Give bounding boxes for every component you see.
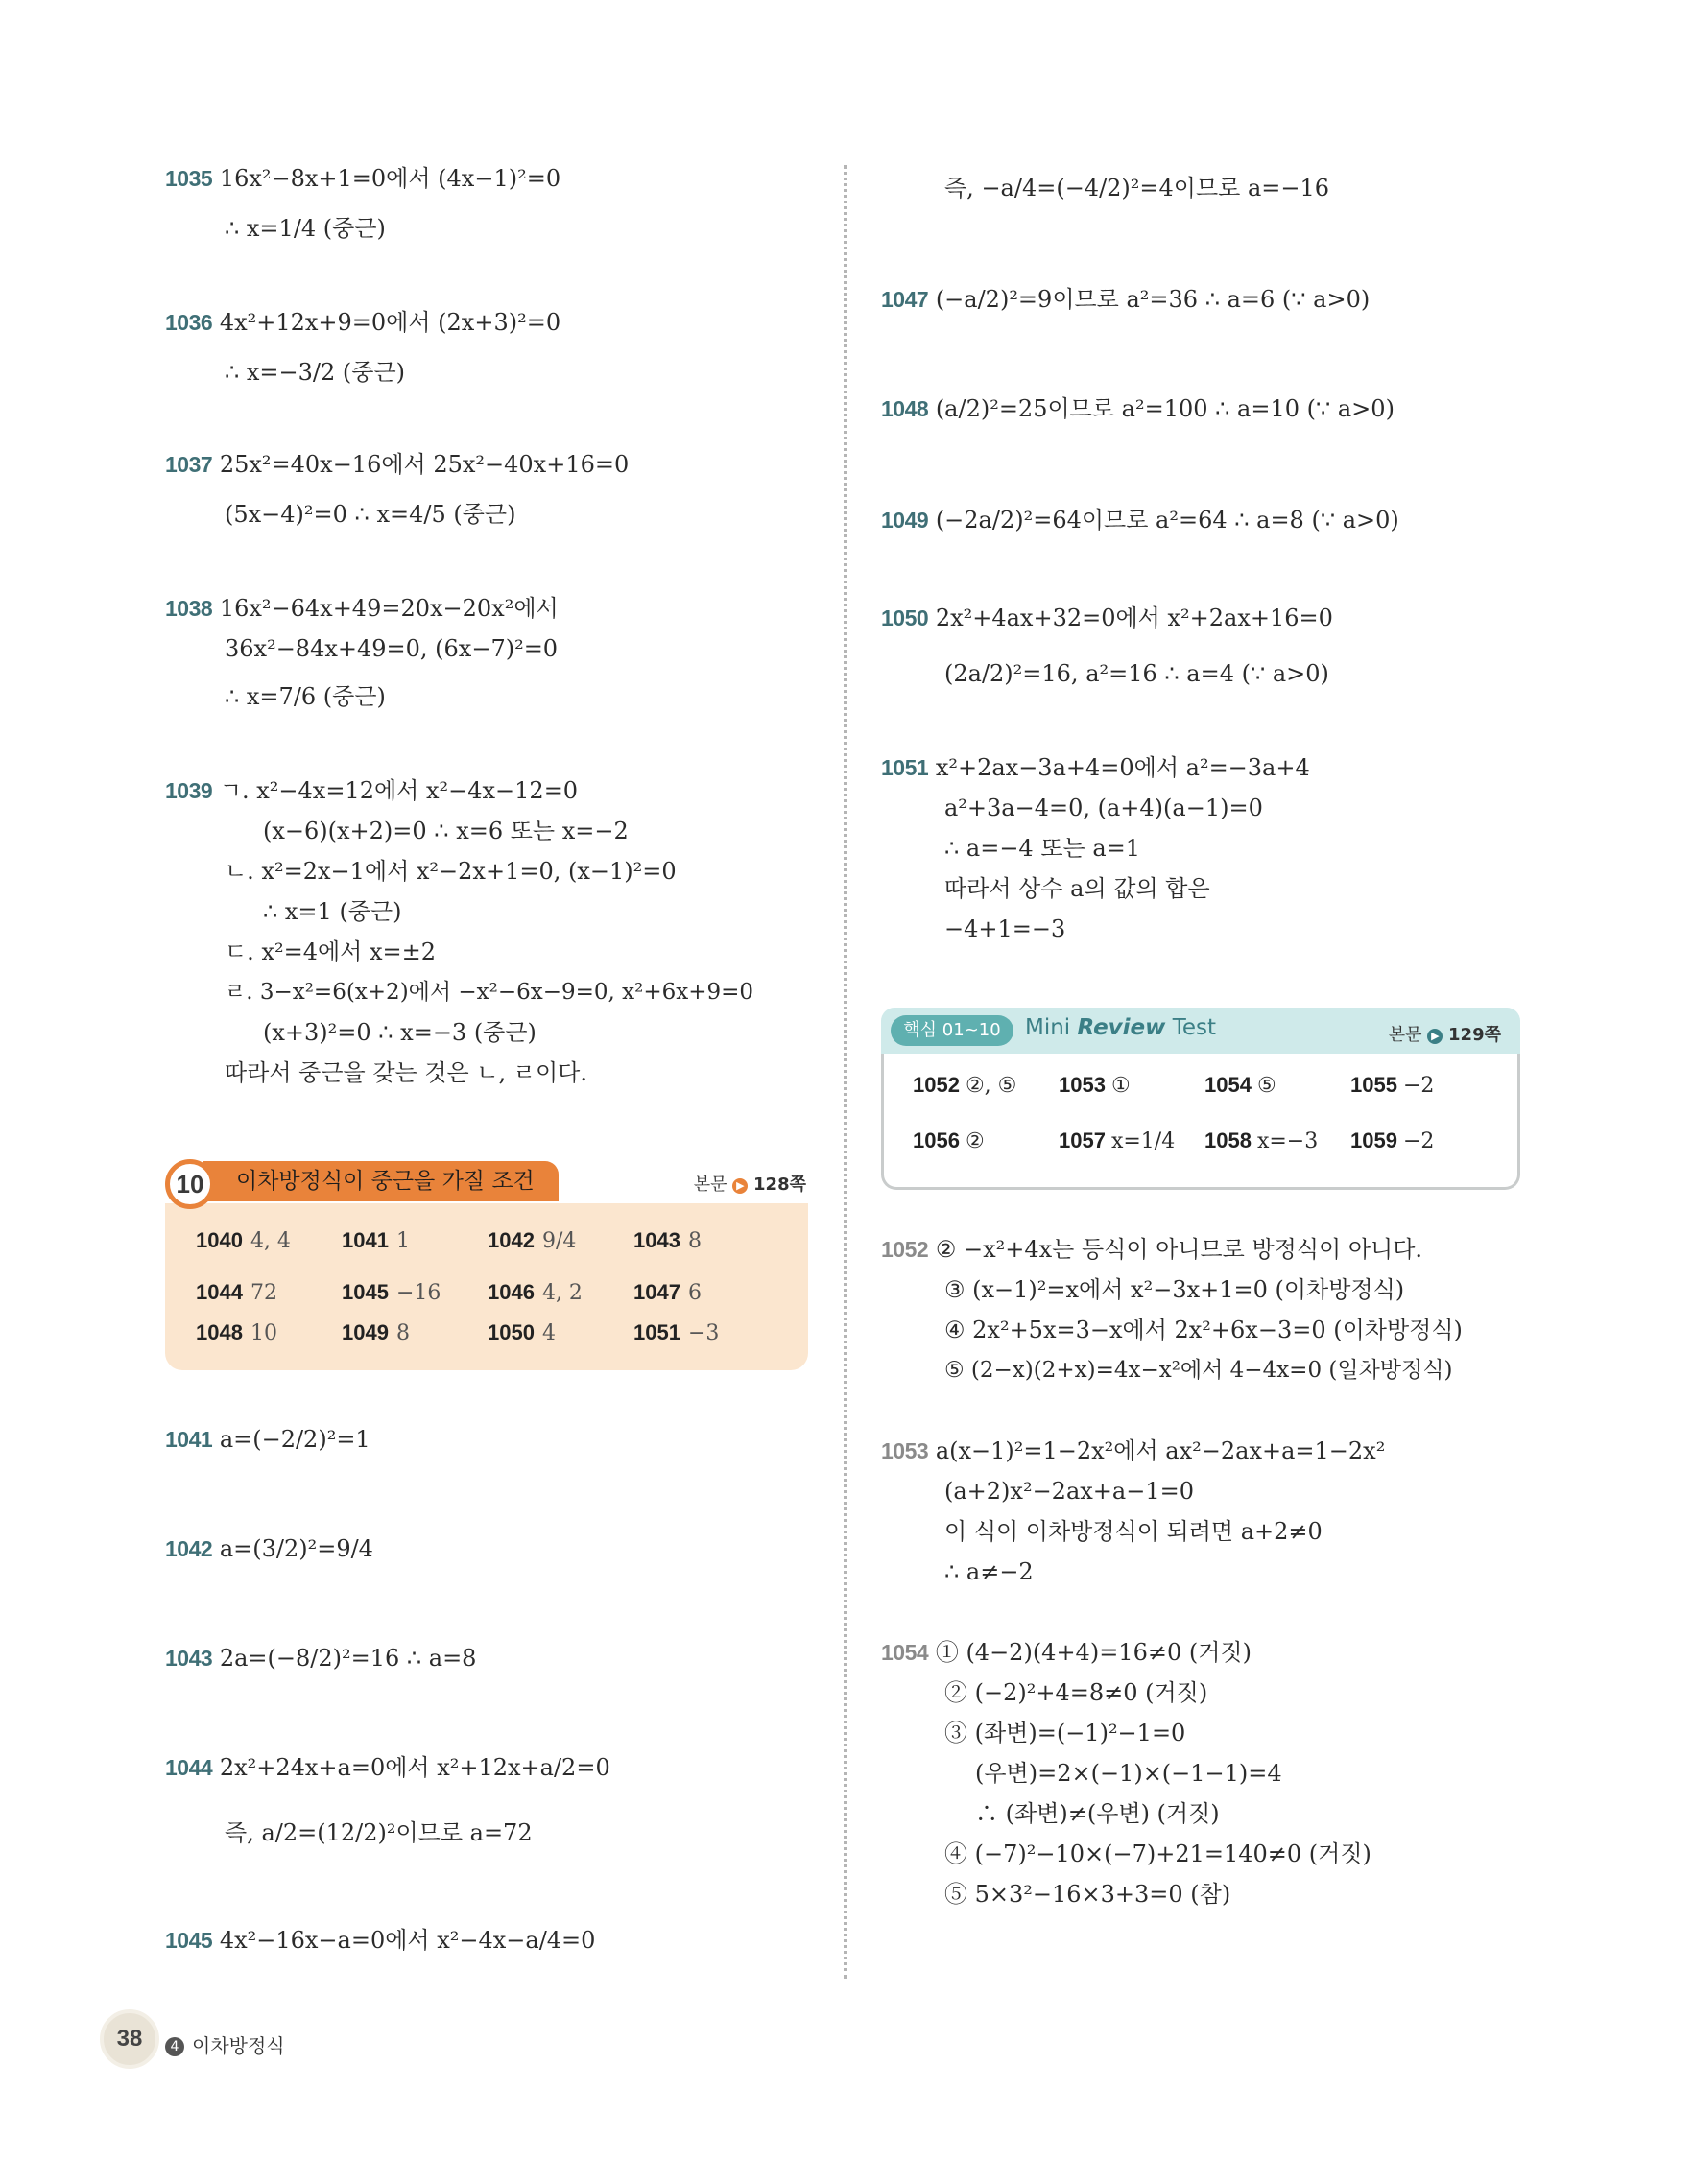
solution-line: 따라서 상수 a의 값의 합은 <box>944 875 1210 902</box>
solution-line: ⑤ (2−x)(2+x)=4x−x²에서 4−4x=0 (일차방정식) <box>944 1358 1453 1383</box>
solution-line: 1050 2x²+4ax+32=0에서 x²+2ax+16=0 <box>881 605 1333 631</box>
chapter-label: 4 이차방정식 <box>165 2030 285 2058</box>
answer-item: 1058 x=−3 <box>1204 1128 1319 1153</box>
answer-item: 1047 6 <box>633 1280 702 1305</box>
solution-line: ③ (좌변)=(−1)²−1=0 <box>944 1720 1186 1746</box>
answer-item: 1057 x=1/4 <box>1059 1128 1176 1153</box>
solution-line: 1037 25x²=40x−16에서 25x²−40x+16=0 <box>165 451 630 478</box>
solution-line: 이 식이 이차방정식이 되려면 a+2≠0 <box>944 1518 1323 1545</box>
page-number: 38 <box>100 2009 159 2069</box>
solution-line: 1042 a=(3/2)²=9/4 <box>165 1535 373 1562</box>
mini-review-test-box <box>881 1008 1520 1190</box>
solution-line: (x+3)²=0 ∴ x=−3 (중근) <box>263 1019 537 1046</box>
answer-item: 1049 8 <box>342 1320 410 1345</box>
answer-item: 1052 ②, ⑤ <box>913 1073 1017 1098</box>
solution-line: 1039 ㄱ. x²−4x=12에서 x²−4x−12=0 <box>165 777 579 804</box>
answer-item: 1059 −2 <box>1350 1128 1435 1153</box>
arrow-right-icon: ▶ <box>1427 1029 1443 1044</box>
chapter-number-icon: 4 <box>165 2037 184 2056</box>
solution-line: 1054 ① (4−2)(4+4)=16≠0 (거짓) <box>881 1639 1252 1666</box>
solution-line: 1047 (−a/2)²=9이므로 a²=36 ∴ a=6 (∵ a>0) <box>881 286 1371 313</box>
solution-line: (a+2)x²−2ax+a−1=0 <box>944 1478 1194 1505</box>
solution-line: 즉, a/2=(12/2)²이므로 a=72 <box>225 1819 533 1846</box>
solution-line: 1041 a=(−2/2)²=1 <box>165 1426 370 1453</box>
solution-line: 1049 (−2a/2)²=64이므로 a²=64 ∴ a=8 (∵ a>0) <box>881 507 1399 534</box>
solution-line: 1051 x²+2ax−3a+4=0에서 a²=−3a+4 <box>881 754 1310 781</box>
answer-item: 1055 −2 <box>1350 1073 1435 1098</box>
answer-item: 1053 ① <box>1059 1073 1131 1098</box>
section-number-badge: 10 <box>165 1159 215 1209</box>
solution-line: 1048 (a/2)²=25이므로 a²=100 ∴ a=10 (∵ a>0) <box>881 395 1395 422</box>
solution-line: ∴ x=−3/2 (중근) <box>225 359 406 386</box>
answer-item: 1042 9/4 <box>488 1228 577 1253</box>
solution-line: ⑤ 5×3²−16×3+3=0 (참) <box>944 1881 1231 1908</box>
solution-line: (2a/2)²=16, a²=16 ∴ a=4 (∵ a>0) <box>944 660 1329 687</box>
solution-line: ㄹ. 3−x²=6(x+2)에서 −x²−6x−9=0, x²+6x+9=0 <box>225 980 754 1005</box>
solution-line: a²+3a−4=0, (a+4)(a−1)=0 <box>944 795 1263 821</box>
solution-line: 1045 4x²−16x−a=0에서 x²−4x−a/4=0 <box>165 1927 596 1954</box>
section-title: 이차방정식이 중근을 가질 조건 <box>203 1161 559 1201</box>
section-answer-grid <box>165 1203 808 1370</box>
solution-line: 1035 16x²−8x+1=0에서 (4x−1)²=0 <box>165 165 561 192</box>
answer-item: 1054 ⑤ <box>1204 1073 1276 1098</box>
solution-line: 1036 4x²+12x+9=0에서 (2x+3)²=0 <box>165 309 561 336</box>
solution-line: ④ 2x²+5x=3−x에서 2x²+6x−3=0 (이차방정식) <box>944 1317 1463 1343</box>
solution-line: ∴ (좌변)≠(우변) (거짓) <box>975 1800 1220 1827</box>
section-10-answer-box <box>165 1159 808 1372</box>
solution-line: (x−6)(x+2)=0 ∴ x=6 또는 x=−2 <box>263 818 629 844</box>
mini-review-header <box>881 1008 1520 1054</box>
answer-item: 1056 ② <box>913 1128 985 1153</box>
column-divider <box>844 165 846 1979</box>
answer-item: 1041 1 <box>342 1228 410 1253</box>
solution-line: 1044 2x²+24x+a=0에서 x²+12x+a/2=0 <box>165 1754 610 1781</box>
answer-item: 1050 4 <box>488 1320 556 1345</box>
answer-item: 1048 10 <box>196 1320 277 1345</box>
solution-line: ④ (−7)²−10×(−7)+21=140≠0 (거짓) <box>944 1840 1371 1867</box>
solution-line: 1043 2a=(−8/2)²=16 ∴ a=8 <box>165 1645 477 1672</box>
answer-item: 1043 8 <box>633 1228 702 1253</box>
solution-line: ② (−2)²+4=8≠0 (거짓) <box>944 1679 1208 1706</box>
answer-item: 1046 4, 2 <box>488 1280 583 1305</box>
solution-line: 1052 ② −x²+4x는 등식이 아니므로 방정식이 아니다. <box>881 1236 1423 1263</box>
answer-item: 1045 −16 <box>342 1280 441 1305</box>
solution-line: 1038 16x²−64x+49=20x−20x²에서 <box>165 595 559 622</box>
mini-review-page-ref: 본문 ▶ 129쪽 <box>1388 1025 1501 1045</box>
solution-line: 즉, −a/4=(−4/2)²=4이므로 a=−16 <box>944 175 1330 202</box>
section-page-ref: 본문 ▶ 128쪽 <box>693 1175 806 1195</box>
solution-line: (5x−4)²=0 ∴ x=4/5 (중근) <box>225 501 516 528</box>
arrow-right-icon: ▶ <box>732 1178 748 1194</box>
solution-line: 따라서 중근을 갖는 것은 ㄴ, ㄹ이다. <box>225 1059 587 1086</box>
solution-line: ∴ x=7/6 (중근) <box>225 683 386 710</box>
solution-line: −4+1=−3 <box>944 915 1066 942</box>
solution-line: 36x²−84x+49=0, (6x−7)²=0 <box>225 635 559 662</box>
solution-line: ③ (x−1)²=x에서 x²−3x+1=0 (이차방정식) <box>944 1276 1405 1303</box>
mini-review-answers <box>881 1054 1520 1190</box>
mini-review-title: Mini Review Test <box>1025 1015 1217 1040</box>
solution-line: ∴ a≠−2 <box>944 1558 1034 1585</box>
solution-line: (우변)=2×(−1)×(−1−1)=4 <box>975 1760 1282 1787</box>
answer-item: 1044 72 <box>196 1280 277 1305</box>
mini-review-tag: 핵심 01~10 <box>891 1015 1013 1046</box>
solution-line: 1053 a(x−1)²=1−2x²에서 ax²−2ax+a=1−2x² <box>881 1437 1386 1464</box>
answer-item: 1051 −3 <box>633 1320 720 1345</box>
answer-item: 1040 4, 4 <box>196 1228 291 1253</box>
solution-line: ∴ x=1 (중근) <box>263 898 402 925</box>
solution-line: ㄴ. x²=2x−1에서 x²−2x+1=0, (x−1)²=0 <box>225 858 677 885</box>
solution-line: ㄷ. x²=4에서 x=±2 <box>225 938 436 965</box>
solution-line: ∴ a=−4 또는 a=1 <box>944 835 1141 862</box>
solution-line: ∴ x=1/4 (중근) <box>225 215 386 242</box>
